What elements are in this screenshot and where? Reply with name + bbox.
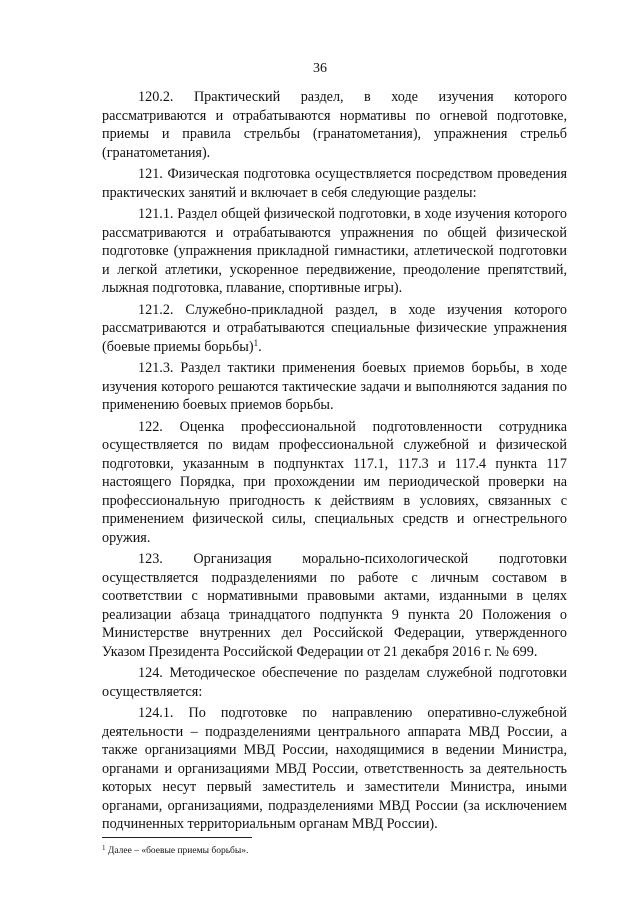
paragraph-124: 124. Методическое обеспечение по разделам служебной подготовки осуществляется: — [102, 665, 567, 700]
paragraph-122: 122. Оценка профессиональной подготовленности сотрудника осуществляется по видам профессиональной служебной и физической подготовки, указанным в подпунктах 117.1, 117.3 и 117.4 пункта 117 настоящего Порядка, при прохождении им периодической проверки на профессиональную пригодность к действиям в условиях, связанных с применением физической силы, специальных средств и огнестрельного оружия. — [102, 418, 567, 546]
paragraph-124-1: 124.1. По подготовке по направлению оперативно-служебной деятельности – подразделениями центрального аппарата МВД России, а также организациями МВД России, находящимися в ведении Министра, органами и организациями МВД России, ответственность за деятельность которых несут первый заместитель и заместители Министра, иными органами, организациями, подразделениями МВД России (за исключением подчиненных территориальным органам МВД России). — [102, 705, 567, 832]
footnote-mark: 1 — [102, 844, 106, 852]
page-number: 36 — [313, 61, 327, 76]
paragraph-121-3: 121.3. Раздел тактики применения боевых приемов борьбы, в ходе изучения которого решаются тактические задачи и выполняются задания по применению боевых приемов борьбы. — [102, 360, 567, 413]
document-body — [102, 88, 567, 837]
paragraph-123: 123. Организация морально-психологической подготовки осуществляется подразделениями по работе с личным составом в соответствии с нормативными правовыми актами, изданными в целях реализации абзаца тринадцатого подпункта 9 пункта 20 Положения о Министерстве внутренних дел Российской Федерации, утвержденного Указом Президента Российской Федерации от 21 декабря 2016 г. № 699. — [102, 551, 567, 660]
paragraph-121: 121. Физическая подготовка осуществляется посредством проведения практических занятий и включает в себя следующие разделы: — [102, 166, 567, 201]
footnote-text: Далее – «боевые приемы борьбы». — [105, 846, 249, 856]
paragraph-121-2-tail: . — [258, 338, 262, 355]
paragraph-121-1: 121.1. Раздел общей физической подготовки, в ходе изучения которого рассматриваются и отрабатываются упражнения по общей физической подготовке (упражнения прикладной гимнастики, атлетической подготовки и легкой атлетики, ускоренное передвижение, преодоление препятствий, лыжная подготовка, плавание, спортивные игры). — [102, 206, 567, 296]
footnote — [102, 845, 567, 857]
footnote-reference: 1 — [253, 337, 259, 348]
paragraph-121-2-text: 121.2. Служебно-прикладной раздел, в ходе изучения которого рассматриваются и отрабатываются специальные физические упражнения (боевые приемы борьбы) — [102, 301, 567, 355]
footnote-divider — [102, 837, 252, 838]
paragraph-120-2: 120.2. Практический раздел, в ходе изучения которого рассматриваются и отрабатываются нормативы по огневой подготовке, приемы и правила стрельбы (гранатометания), упражнения стрельб (гранатометания). — [102, 89, 567, 161]
paragraph-121-2 — [102, 301, 567, 357]
